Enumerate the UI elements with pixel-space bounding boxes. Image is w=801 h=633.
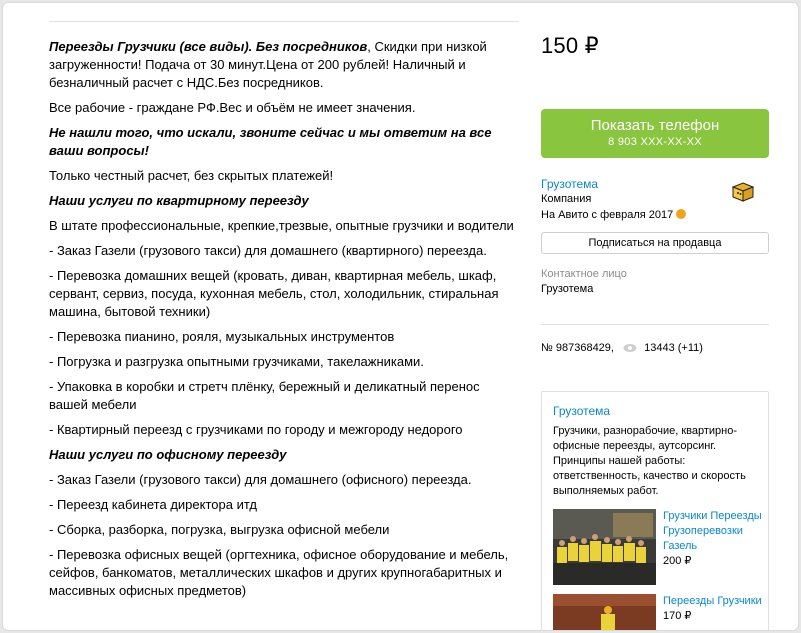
duck-badge-icon bbox=[676, 209, 686, 219]
phone-number: 8 903 XXX-XX-XX bbox=[608, 136, 702, 148]
show-phone-label: Показать телефон bbox=[590, 117, 720, 134]
description-list-item: - Перевозка пианино, рояля, музыкальных инструментов bbox=[49, 329, 395, 344]
price: 150 ₽ bbox=[541, 33, 599, 58]
seller-name-link[interactable]: Грузотема bbox=[541, 177, 599, 191]
description-bold-text: Переезды Грузчики (все виды). Без посредников bbox=[49, 39, 368, 54]
description-list-item: - Квартирный переезд с грузчиками по городу и межгороду недорого bbox=[49, 422, 463, 437]
ad-meta bbox=[541, 341, 703, 355]
description-list-item: - Упаковка в коробки и стретч плёнку, бережный и деликатный перенос вашей мебели bbox=[49, 379, 480, 412]
shop-card bbox=[541, 391, 769, 631]
ad-description bbox=[49, 38, 519, 607]
description-list-item: - Переезд кабинета директора итд bbox=[49, 497, 257, 512]
seller-type: Компания bbox=[541, 193, 592, 205]
shop-description: Грузчики, разнорабочие, квартирно-офисные переезды, аутсорсинг. Принципы нашей работы: ответственность, качество и скорость выполняемых работ. bbox=[553, 425, 746, 497]
description-list-item: - Перевозка офисных вещей (оргтехника, офисное оборудование и мебель, сейфов, банкоматов, металлических шкафов и других крупногабаритных и массивных офисных предметов) bbox=[49, 547, 509, 598]
description-list-item: - Перевозка домашних вещей (кровать, диван, квартирная мебель, шкаф, сервант, сервиз, посуда, кухонная мебель, стол, холодильник, стиральная машина, бытовой техники) bbox=[49, 268, 499, 319]
description-paragraph: Все рабочие - граждане РФ.Вес и объём не имеет значения. bbox=[49, 100, 416, 115]
sidebar-divider bbox=[541, 324, 769, 325]
description-heading: Наши услуги по квартирному переезду bbox=[49, 193, 309, 208]
seller-since bbox=[541, 208, 686, 222]
contact-label: Контактное лицо bbox=[541, 268, 627, 280]
movers-photo-image bbox=[553, 594, 656, 631]
view-count: 13443 (+11) bbox=[644, 342, 703, 354]
shop-item-photo[interactable] bbox=[553, 509, 656, 585]
shop-item-price: 170 ₽ bbox=[663, 610, 692, 622]
description-list-item: - Заказ Газели (грузового такси) для домашнего (квартирного) переезда. bbox=[49, 243, 487, 258]
seller-logo-icon[interactable] bbox=[731, 181, 755, 203]
seller-info bbox=[541, 177, 769, 222]
description-paragraph: Только честный расчет, без скрытых платежей! bbox=[49, 168, 334, 183]
description-callout: Не нашли того, что искали, звоните сейчас и мы ответим на все ваши вопросы! bbox=[49, 125, 492, 158]
shop-item-title-link[interactable]: Переезды Грузчики bbox=[663, 595, 762, 607]
contact-name: Грузотема bbox=[541, 283, 594, 295]
shop-item-title-link[interactable]: Грузчики Переезды Грузоперевозки Газель bbox=[663, 510, 762, 552]
subscribe-button[interactable]: Подписаться на продавца bbox=[541, 232, 769, 254]
shop-title-link[interactable]: Грузотема bbox=[553, 404, 611, 418]
description-paragraph: В штате профессиональные, крепкие,трезвые, опытные грузчики и водители bbox=[49, 218, 514, 233]
ad-number: № 987368429, bbox=[541, 342, 614, 354]
description-heading: Наши услуги по офисному переезду bbox=[49, 447, 287, 462]
top-divider bbox=[49, 21, 519, 22]
eye-icon bbox=[623, 343, 637, 353]
contact-person bbox=[541, 267, 627, 296]
description-text: , Скидки при низкой загруженности! Подача от 30 минут.Цена от 200 рублей! Наличный и безналичный расчет с НДС.Без посредников. bbox=[49, 39, 487, 90]
seller-since-text: На Авито с февраля 2017 bbox=[541, 209, 674, 221]
ad-page bbox=[2, 2, 799, 631]
description-list-item: - Заказ Газели (грузового такси) для домашнего (офисного) переезда. bbox=[49, 472, 472, 487]
shop-item-photo[interactable] bbox=[553, 594, 656, 631]
movers-photo-image bbox=[553, 509, 656, 585]
description-list-item: - Погрузка и разгрузка опытными грузчиками, такелажниками. bbox=[49, 354, 424, 369]
show-phone-button[interactable] bbox=[541, 109, 769, 158]
description-list-item: - Сборка, разборка, погрузка, выгрузка офисной мебели bbox=[49, 522, 390, 537]
description-paragraph bbox=[49, 38, 519, 92]
shop-item-price: 200 ₽ bbox=[663, 555, 692, 567]
